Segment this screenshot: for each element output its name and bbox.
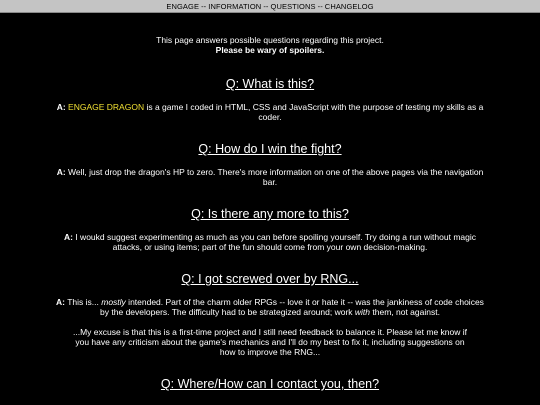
- nav-separator: --: [263, 1, 269, 11]
- answer-text: I woukd suggest experimenting as much as you can before spoiling yourself. Try doing a run without magic attacks, or using items; part of the fun should come from your own decision-making.: [72, 232, 476, 252]
- faq-answer-any-more: [55, 232, 485, 252]
- answer-label: A:: [56, 167, 66, 177]
- intro-line: This page answers possible questions regarding this project.: [156, 35, 384, 45]
- answer-text: This is...: [65, 297, 102, 307]
- faq-question-contact: Q: Where/How can I contact you, then?: [160, 377, 380, 391]
- nav-link-information[interactable]: INFORMATION: [208, 1, 262, 11]
- faq-question-rng: Q: I got screwed over by RNG...: [181, 272, 359, 286]
- nav-separator: --: [317, 1, 323, 11]
- faq-answer-how-to-win: [55, 167, 485, 187]
- answer-paragraph: [55, 297, 485, 317]
- answer-text: them, not against.: [370, 307, 440, 317]
- top-navigation-bar: [0, 0, 540, 13]
- faq-question-any-more: Q: Is there any more to this?: [191, 207, 349, 221]
- faq-content: [0, 13, 540, 392]
- nav-link-engage[interactable]: ENGAGE: [166, 1, 200, 11]
- emphasis-text: with: [354, 307, 371, 317]
- faq-answer-rng: [55, 297, 485, 357]
- spoiler-warning: Please be wary of spoilers.: [215, 45, 325, 55]
- answer-text: is a game I coded in HTML, CSS and JavaScript with the purpose of testing my skills as a coder.: [144, 102, 484, 122]
- intro-text: [0, 35, 540, 55]
- answer-paragraph: ...My excuse is that this is a first-time project and I still need feedback to balance it. Please let me know if you have any criticism about the game's mechanics and I'll do my best to fix it, including suggestions on how to improve the RNG...: [72, 327, 467, 357]
- faq-question-how-to-win: Q: How do I win the fight?: [198, 142, 342, 156]
- nav-link-questions[interactable]: QUESTIONS: [270, 1, 316, 11]
- answer-label: A:: [56, 297, 66, 307]
- game-title-highlight: ENGAGE DRAGON: [68, 102, 145, 112]
- faq-answer-what-is-this: [55, 102, 485, 122]
- nav-link-changelog[interactable]: CHANGELOG: [324, 1, 374, 11]
- faq-question-what-is-this: Q: What is this?: [225, 77, 315, 91]
- emphasis-text: mostly: [101, 297, 126, 307]
- answer-text: intended. Part of the charm older RPGs -- love it or hate it -- was the jankiness of code choices by the developers. The difficulty had to be strategized around; work: [100, 297, 484, 317]
- answer-label: A:: [63, 232, 73, 242]
- nav-separator: --: [201, 1, 207, 11]
- answer-text: Well, just drop the dragon's HP to zero. There's more information on one of the above pages via the navigation bar.: [65, 167, 484, 187]
- answer-label: A:: [56, 102, 66, 112]
